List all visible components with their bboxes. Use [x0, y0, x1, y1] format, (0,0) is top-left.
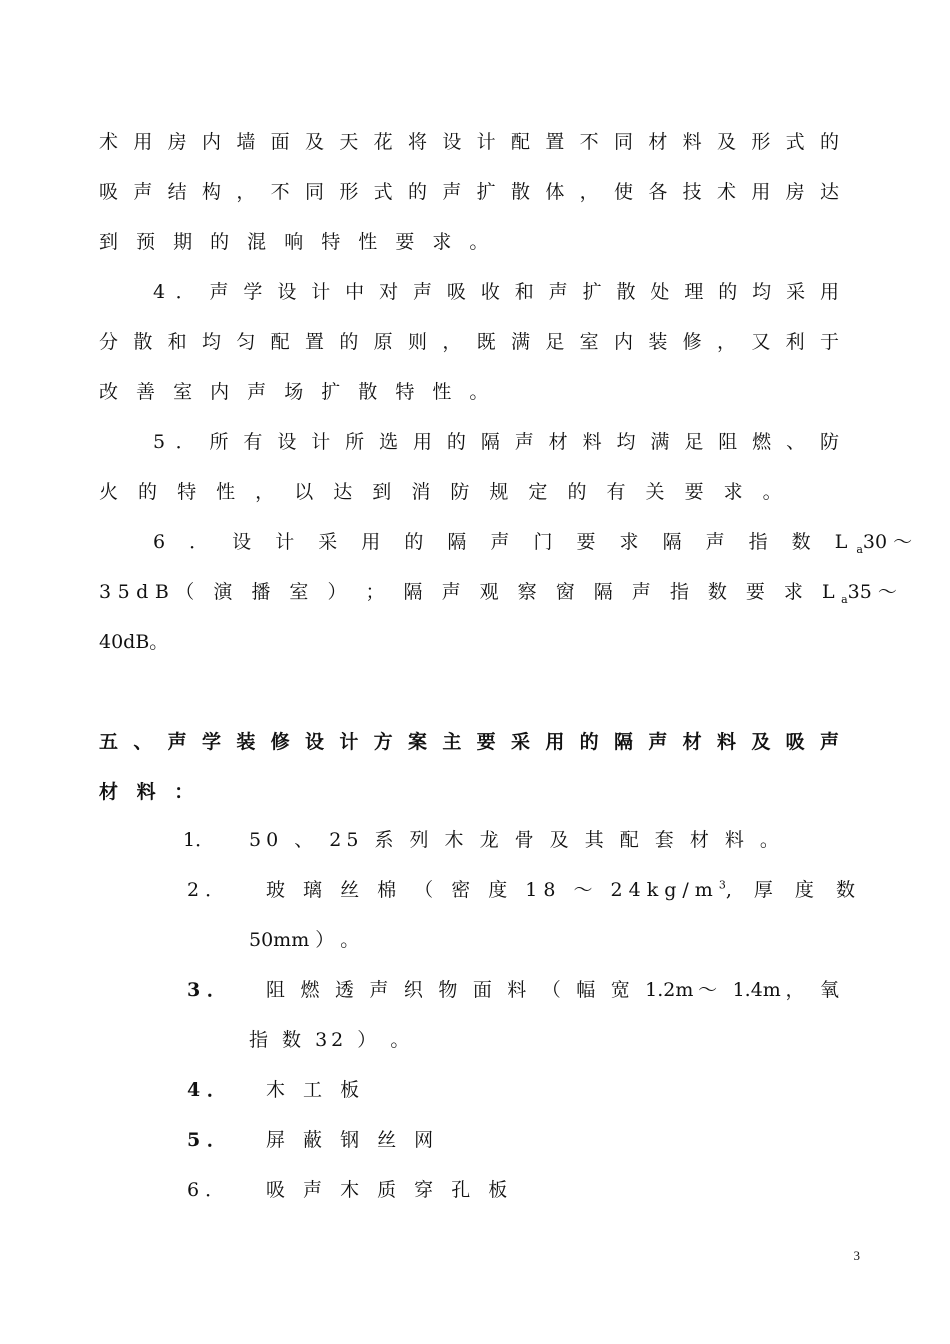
page-number: 3	[853, 1248, 860, 1263]
paragraph-line	[99, 580, 897, 606]
subscript: a	[841, 592, 848, 606]
paragraph-line: 分 散 和 均 匀 配 置 的 原 则 ， 既 满 足 室 内 装 修 ， 又 利 于	[99, 331, 839, 353]
paragraph-line: 到 预 期 的 混 响 特 性 要 求 。	[99, 231, 495, 253]
item-text-part: 玻 璃 丝 棉 （ 密 度 18 ～ 24kg/m	[266, 879, 719, 901]
paragraph-text: 30 ～	[862, 531, 913, 553]
paragraph-line: 5 ． 所 有 设 计 所 选 用 的 隔 声 材 料 均 满 足 阻 燃 、 防	[153, 431, 839, 453]
paragraph-line: 4 ． 声 学 设 计 中 对 声 吸 收 和 声 扩 散 处 理 的 均 采 用	[153, 281, 839, 303]
item-text: 屏 蔽 钢 丝 网	[266, 1129, 440, 1151]
item-number: 3 ．	[187, 979, 226, 1001]
paragraph-line: 吸 声 结 构 ， 不 同 形 式 的 声 扩 散 体 ， 使 各 技 术 用 房 达	[99, 181, 839, 203]
item-number: 1．	[183, 829, 215, 851]
item-text-main	[266, 878, 726, 902]
item-number: 6 ．	[187, 1179, 225, 1201]
paragraph-text: 35dB（ 演 播 室 ） ； 隔 声 观 察 窗 隔 声 指 数 要 求 L	[99, 581, 842, 603]
subscript: a	[856, 542, 863, 556]
paragraph-line: 40dB。	[99, 631, 169, 653]
paragraph-line	[153, 530, 913, 556]
section-heading: 五 、 声 学 装 修 设 计 方 案 主 要 采 用 的 隔 声 材 料 及 吸 声	[99, 731, 839, 753]
item-number: 5 ．	[187, 1129, 226, 1151]
paragraph-line: 术 用 房 内 墙 面 及 天 花 将 设 计 配 置 不 同 材 料 及 形 式 的	[99, 131, 839, 153]
item-continuation: 指 数 32 ） 。	[249, 1029, 414, 1051]
item-number: 4 ．	[187, 1079, 226, 1101]
paragraph-text: 35 ～	[847, 581, 897, 603]
item-text: 吸 声 木 质 穿 孔 板	[266, 1179, 514, 1201]
paragraph-line: 火 的 特 性 ， 以 达 到 消 防 规 定 的 有 关 要 求 。	[99, 481, 789, 503]
section-heading: 材 料 ：	[99, 781, 200, 803]
item-continuation: 50mm ） 。	[249, 929, 360, 951]
paragraph-text: 6 ． 设 计 采 用 的 隔 声 门 要 求 隔 声 指 数 L	[153, 531, 857, 553]
paragraph-line: 改 善 室 内 声 场 扩 散 特 性 。	[99, 381, 495, 403]
item-text: 阻 燃 透 声 织 物 面 料 （ 幅 宽 1.2m～ 1.4m， 氧	[266, 979, 839, 1001]
item-text-tail: , 厚 度 数	[725, 879, 863, 901]
item-text: 木 工 板	[266, 1079, 366, 1101]
superscript: 3	[718, 878, 726, 892]
item-number: 2 ．	[187, 879, 225, 901]
item-text: 50 、 25 系 列 木 龙 骨 及 其 配 套 材 料 。	[249, 829, 784, 851]
item-text	[266, 878, 863, 902]
